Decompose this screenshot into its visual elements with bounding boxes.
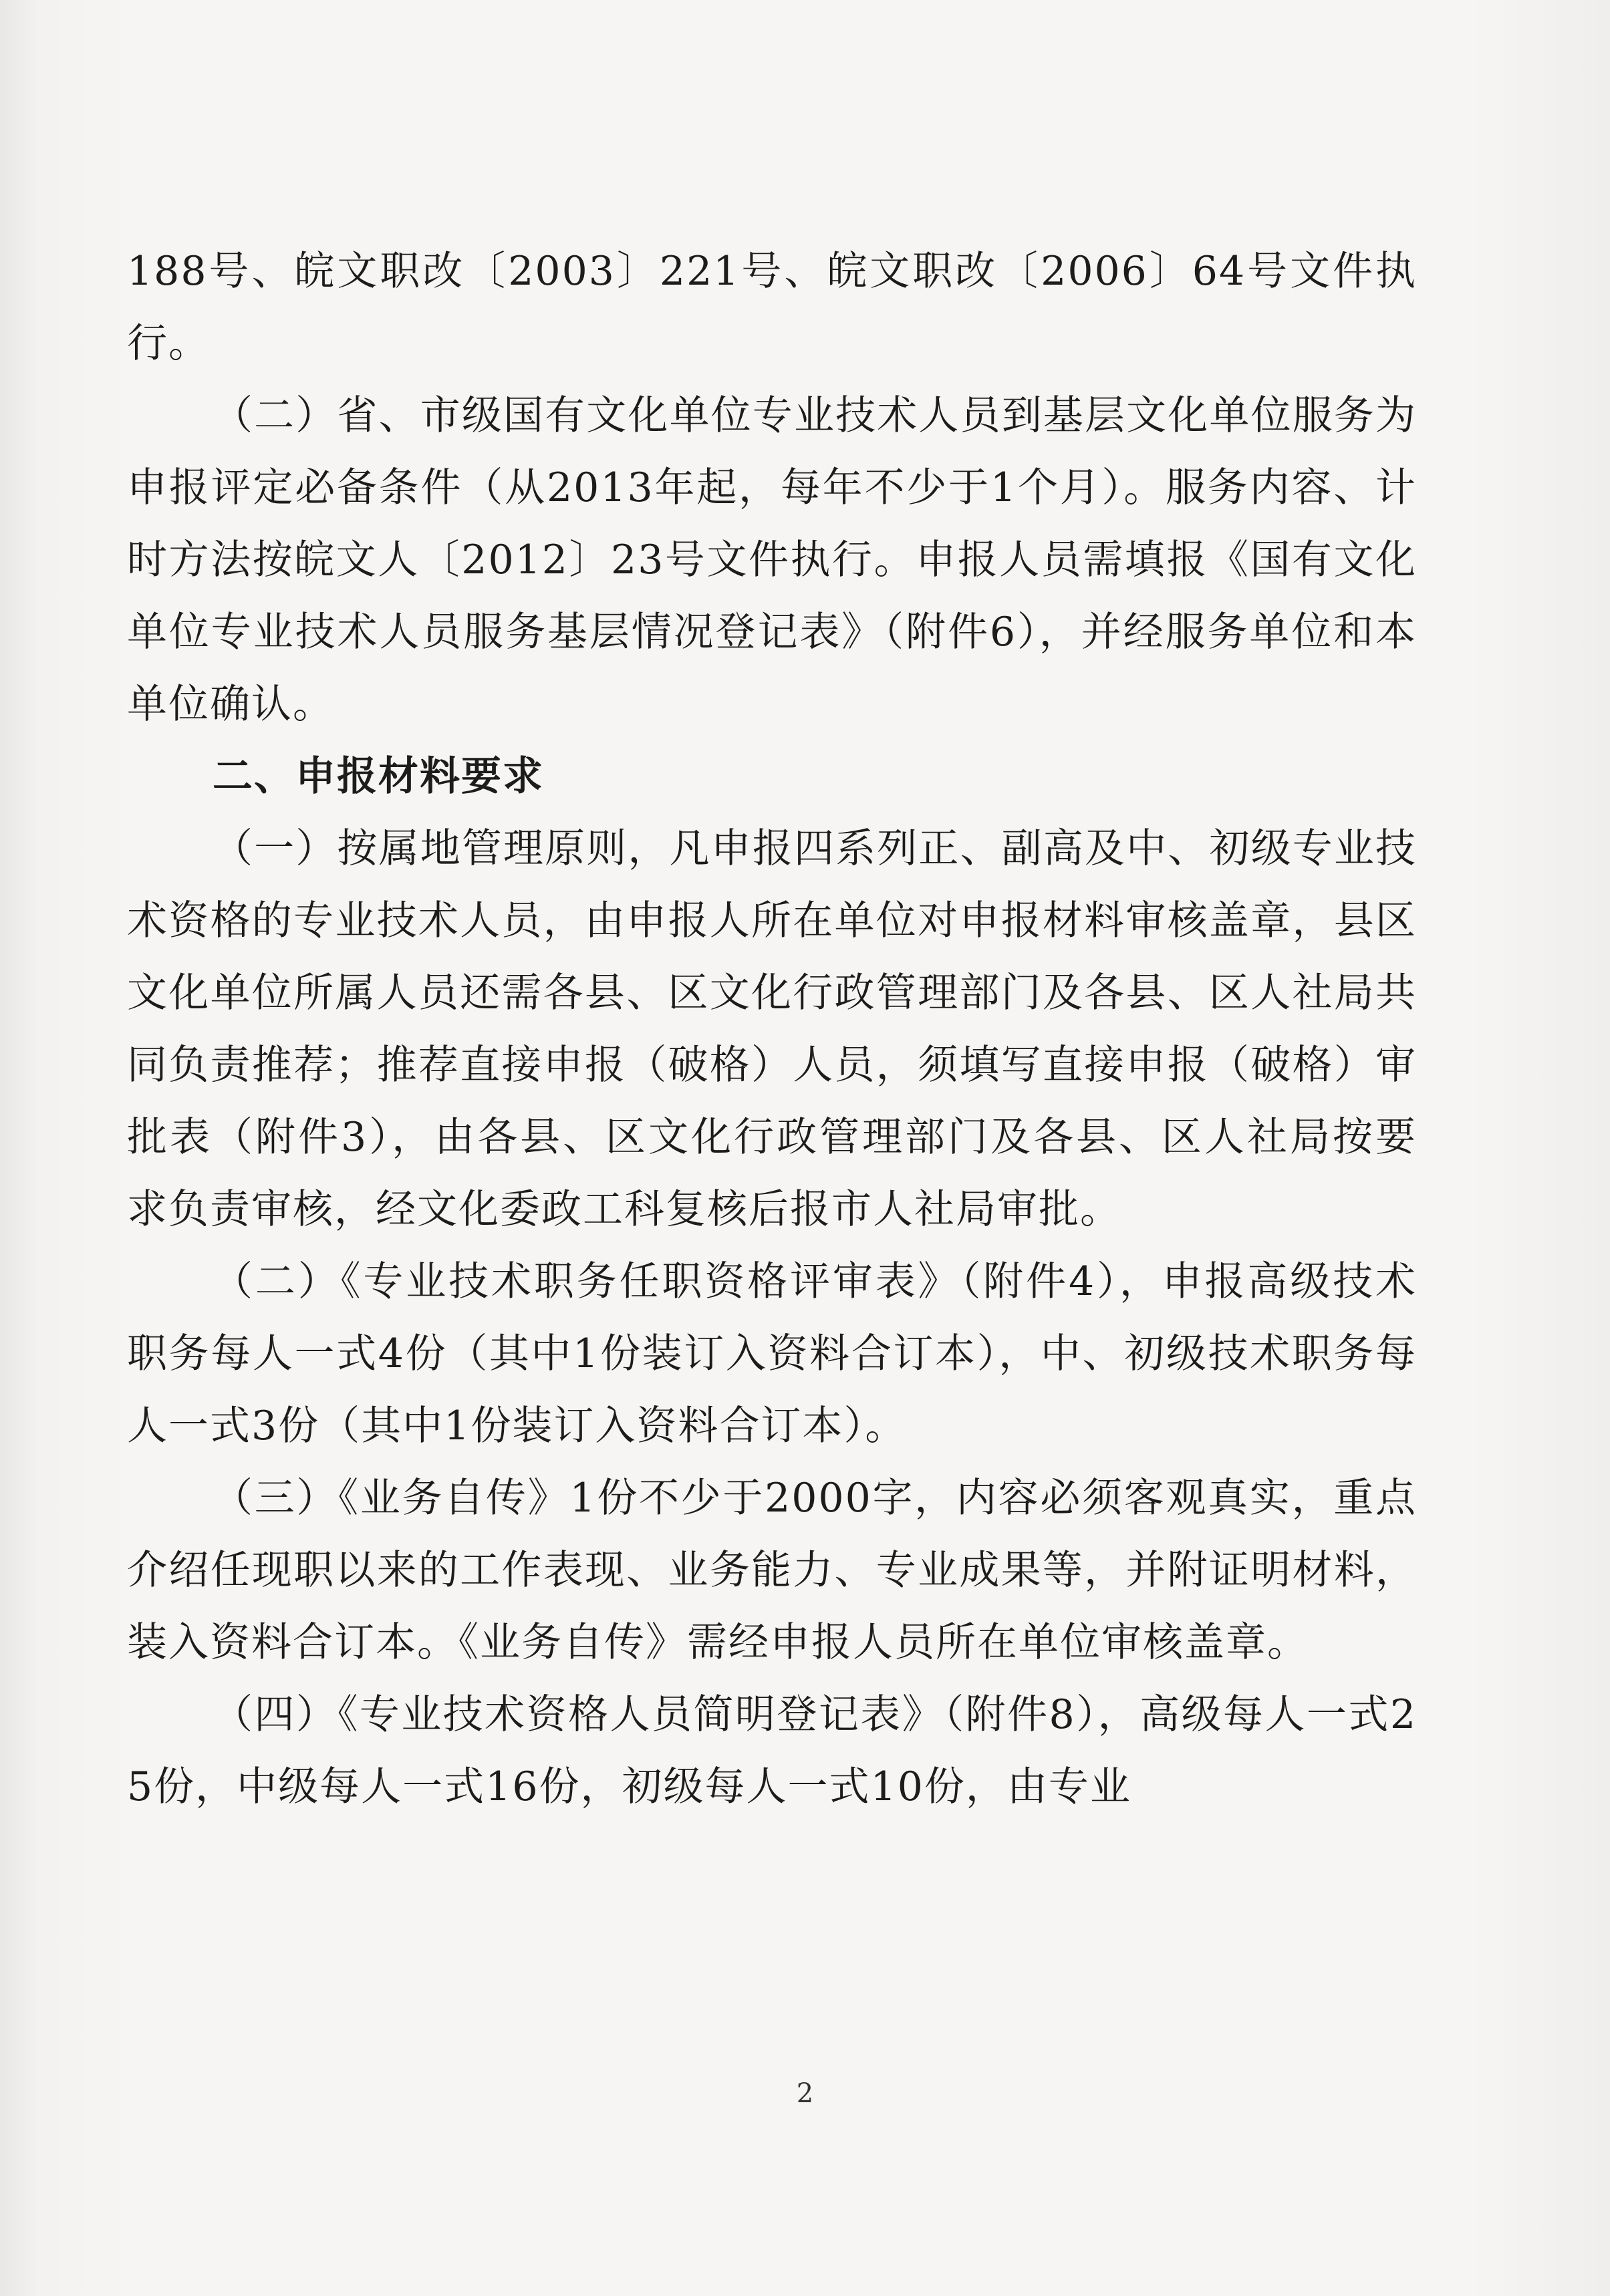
page-number: 2 xyxy=(796,2078,814,2109)
body-text xyxy=(127,235,1417,1823)
paragraph-registration-form: （四）《专业技术资格人员简明登记表》（附件8），高级每人一式25份，中级每人一式16份，初级每人一式10份，由专业 xyxy=(127,1691,1417,1810)
paragraph-service-requirement: （二）省、市级国有文化单位专业技术人员到基层文化单位服务为申报评定必备条件（从2013年起，每年不少于1个月）。服务内容、计时方法按皖文人〔2012〕23号文件执行。申报人员需填报《国有文化单位专业技术人员服务基层情况登记表》（附件6），并经服务单位和本单位确认。 xyxy=(127,392,1417,728)
section-heading: 二、申报材料要求 xyxy=(213,753,544,800)
paragraph-autobiography: （三）《业务自传》1份不少于2000字，内容必须客观真实，重点介绍任现职以来的工作表现、业务能力、专业成果等，并附证明材料，装入资料合订本。《业务自传》需经申报人员所在单位审核盖章。 xyxy=(127,1475,1417,1666)
paragraph-territorial-management: （一）按属地管理原则，凡申报四系列正、副高及中、初级专业技术资格的专业技术人员，由申报人所在单位对申报材料审核盖章，县区文化单位所属人员还需各县、区文化行政管理部门及各县、区人社局共同负责推荐；推荐直接申报（破格）人员，须填写直接申报（破格）审批表（附件3），由各县、区文化行政管理部门及各县、区人社局按要求负责审核，经文化委政工科复核后报市人社局审批。 xyxy=(127,825,1417,1233)
paragraph-continuation: 188号、皖文职改〔2003〕221号、皖文职改〔2006〕64号文件执行。 xyxy=(127,248,1417,367)
paragraph-review-form: （二）《专业技术职务任职资格评审表》（附件4），申报高级技术职务每人一式4份（其中1份装订入资料合订本），中、初级技术职务每人一式3份（其中1份装订入资料合订本）。 xyxy=(127,1258,1417,1449)
